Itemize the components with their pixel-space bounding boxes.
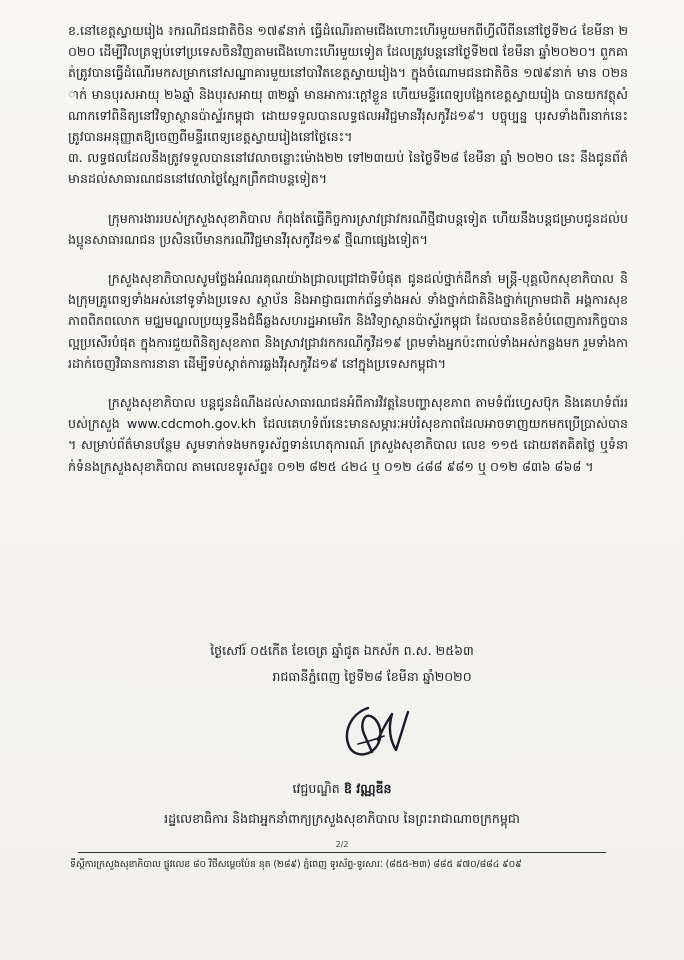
signer-prefix: វេជ្ជបណ្ឌិត <box>292 781 340 796</box>
paragraph-thanks: ក្រសួងសុខាភិបាលសូមថ្លែងអំណរគុណយ៉ាងជ្រាលជ្រៅជាទីបំផុត ជូនដល់ថ្នាក់ដឹកនាំ មន្ត្រី-បុគ្គលិកសុខាភិបាល និងក្រុមគ្រូពេទ្យទាំងអស់នៅទូទាំងប្រទេស ស្ថាប័ន និងអាជ្ញាធរពាក់ព័ន្ធទាំងអស់ ទាំងថ្នាក់ជាតិនិងថ្នាក់ក្រោមជាតិ អង្គការសុខភាពពិភពលោក មជ្ឈមណ្ឌលប្រយុទ្ធនឹងជំងឺឆ្លងសហរដ្ឋអាមេរិក និងវិទ្យាស្ថានប៉ាស្ទ័រកម្ពុជា ដែលបានខិតខំបំពេញភារកិច្ចបានល្អប្រសើរបំផុត ក្នុងការជួយពិនិត្យសុខភាព និងស្រាវជ្រាវរកករណីកូវីដ១៩ ព្រមទាំងអ្នកប៉ះពាល់ទាំងអស់កន្លងមក រួមទាំងការដាក់ចេញវិធានការនានា ដើម្បីទប់ស្កាត់ការឆ្លងវីរុសកូវីដ១៩ នៅក្នុងប្រទេសកម្ពុជា។ <box>68 271 628 371</box>
signer-name-line <box>0 778 684 800</box>
paragraph-results-notice: ៣. លទ្ធផលដែលនឹងត្រូវទទួលបាននៅវេលាចន្លោះម៉ោង២២ ទៅ២៣យប់ នៃថ្ងៃទី២៨ ខែមីនា ឆ្នាំ ២០២០ នេះ នឹងជូនព័ត៌មានដល់សាធារណជននៅវេលាថ្ងៃស្អែកព្រឹកជាបន្តទៀត។ <box>68 150 628 187</box>
lunar-date: ថ្ងៃសៅរ៍ ០៥កើត ខែចេត្រ ឆ្នាំជូត ឯកស័ក ព.ស. ២៥៦៣ <box>210 643 474 658</box>
paragraph-investigation: ក្រុមការងាររបស់ក្រសួងសុខាភិបាល កំពុងតែធ្វើកិច្ចការស្រាវជ្រាវករណីថ្មីជាបន្តទៀត ហើយនឹងបន្តជម្រាបជូនដល់បងប្អូនសាធារណជន ប្រសិនបើមានករណីវិជ្ជមានវីរុសកូវីដ១៩ ថ្មីណាផ្សេងទៀត។ <box>68 210 628 247</box>
paragraph-contact-info: ក្រសួងសុខាភិបាល បន្តជូនដំណឹងដល់សាធារណជនអំពីការវិវត្តនៃបញ្ហាសុខភាព តាមទំព័រហ្វេសប៊ុក និងគេហទំព័ររបស់ក្រសួង www.cdcmoh.gov.kh ដែលគេហទំព័រនេះមានសម្ភារៈអប់រំសុខភាពដែលអាចទាញយកមកប្រើប្រាស់បាន។ សម្រាប់ព័ត៌មានបន្ថែម សូមទាក់ទងមកទូរស័ព្ទទាន់ហេតុការណ៍ ក្រសួងសុខាភិបាល លេខ ១១៥ ដោយឥតគិតថ្លៃ ឬទំនាក់ទំនងក្រសួងសុខាភិបាល តាមលេខទូរស័ព្ទ៖ ០១២ ៨២៥ ៤២៤ ឬ ០១២ ៤៨៨ ៩៨១ ឬ ០១២ ៨៣៦ ៨៦៨ ។ <box>68 395 628 474</box>
footer-divider <box>78 852 606 853</box>
handwritten-signature <box>338 700 412 762</box>
page-number: 2/2 <box>335 840 349 849</box>
signer-title: រដ្ឋលេខាធិការ និងជាអ្នកនាំពាក្យក្រសួងសុខាភិបាល នៃព្រះរាជាណាចក្រកម្ពុជា <box>164 811 520 826</box>
place-date: រាជធានីភ្នំពេញ ថ្ងៃទី២៨ ខែមីនា ឆ្នាំ២០២០ <box>272 669 472 684</box>
letter-body <box>68 20 628 477</box>
footer-address: ទីស្តីការក្រសួងសុខាភិបាល ផ្លូវលេខ ៨០ វិថីសម្តេចប៉ែន នុត (២៨៩) ភ្នំពេញ ទូរស័ព្ទ-ទូរសារៈ (៨៥៥-២៣) ៨៨៥ ៩៧០/៨៨៤ ៩០៩ <box>70 859 522 870</box>
signer-name: ឱ វណ្ណឌីន <box>343 781 392 796</box>
paragraph-svay-rieng-case: ខ.នៅខេត្តស្វាយរៀង ៖ករណីជនជាតិចិន ១៧៩នាក់ ធ្វើដំណើរតាមជើងហោះហើរមួយមកពីហ្វីលីពីននៅថ្ងៃទី២៤ ខែមីនា ២០២០ ដើម្បីវិលត្រឡប់ទៅប្រទេសចិនវិញតាមជើងហោះហើរមួយទៀត ដែលត្រូវបន្តនៅថ្ងៃទី២៧ ខែមីនា ឆ្នាំ២០២០។ ពួកគាត់ត្រូវបានធ្វើដំណើរមកសម្រាកនៅសណ្ឋាគារមួយនៅបាវិតខេត្តស្វាយរៀង។ ក្នុងចំណោមជនជាតិចិន ១៧៩នាក់ មាន ០២នាក់ មានបុរសអាយុ ២៦ឆ្នាំ និងបុរសអាយុ ៣២ឆ្នាំ មានអាការៈក្តៅខ្លួន ហើយមន្ទីរពេទ្យបង្អែកខេត្តស្វាយរៀង បានយកវត្ថុសំណាកទៅពិនិត្យនៅវិទ្យាស្ថានប៉ាស្ទ័រកម្ពុជា ដោយទទួលបានលទ្ធផលអវិជ្ជមានវីរុសកូវីដ១៩។ បច្ចុប្បន្ន បុរសទាំងពីរនាក់នេះ ត្រូវបានអនុញ្ញាតឱ្យចេញពីមន្ទីរពេទ្យខេត្តស្វាយរៀងនៅថ្ងៃនេះ។ <box>68 23 628 145</box>
